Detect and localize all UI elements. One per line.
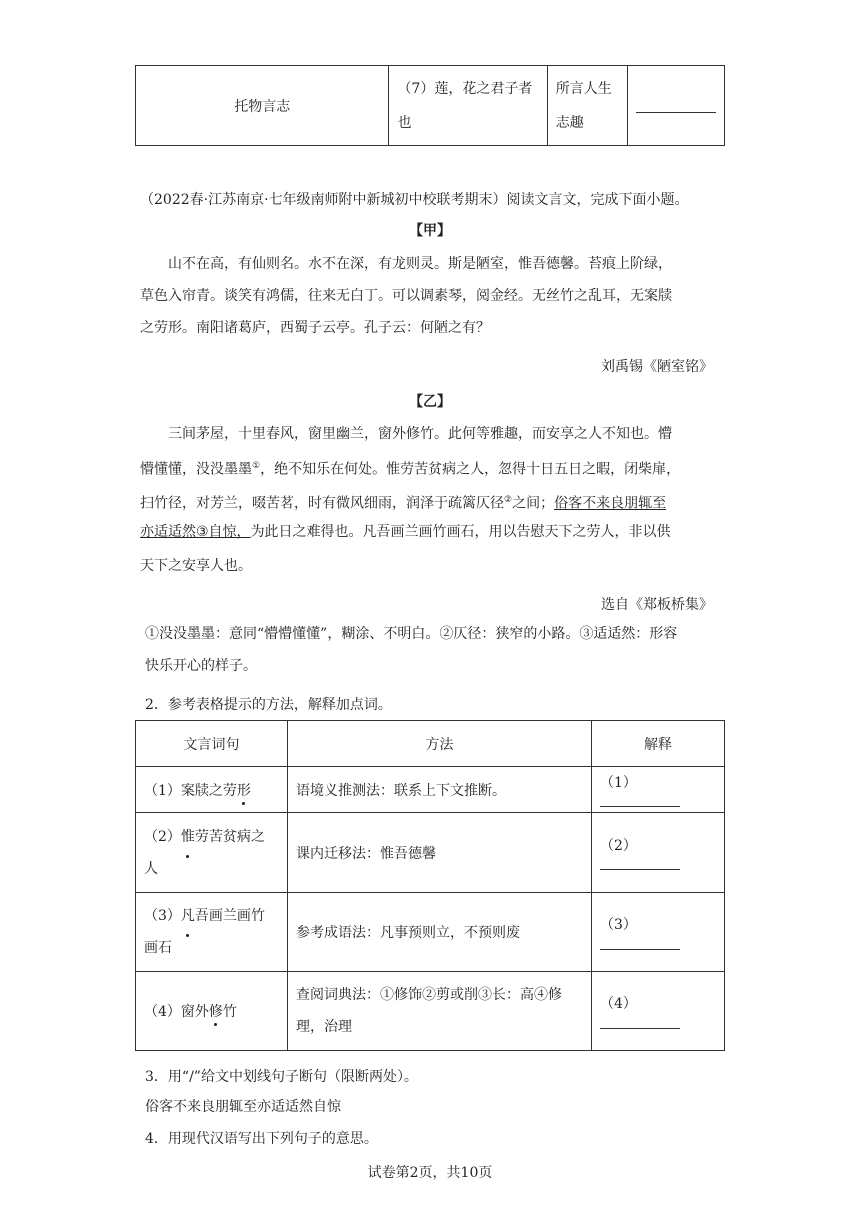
quote-line1: （7）莲，花之君子者	[397, 80, 533, 97]
passage-b-line3	[140, 484, 720, 520]
row3-line2: 画石	[144, 940, 172, 956]
quote-line2: 也	[397, 114, 412, 131]
footnote-mark-2: ②	[504, 495, 513, 505]
row1-pre: （1）案牍之劳	[144, 782, 237, 799]
row1-answer-label: （1）	[600, 774, 637, 791]
underlined-sentence-part1: 俗客不来良朋辄至	[554, 495, 667, 512]
passage-b-line3-part1: 扫竹径，对芳兰，啜苦茗，时有微风细雨，润泽于疏篱仄径	[140, 495, 504, 512]
row4-answer[interactable]	[592, 972, 725, 1051]
passage-b-line1: 三间茅屋，十里春风，窗里幽兰，窗外修竹。此何等雅趣，而安享之人不知也。懵	[168, 426, 672, 442]
top-table-cell-category: 托物言志	[136, 66, 389, 146]
footnote-mark-1: ①	[252, 461, 261, 471]
header-method: 方法	[288, 721, 592, 767]
passage-b-attribution: 选自《郑板桥集》	[601, 597, 713, 613]
row2-pre: （2）	[144, 828, 181, 845]
passage-a-heading: 【甲】	[409, 223, 451, 239]
footnotes-line1: ①没没墨墨：意同“懵懵懂懂”，糊涂、不明白。②仄径：狭窄的小路。③适适然：形容	[145, 626, 678, 642]
answer-blank[interactable]	[600, 1014, 680, 1029]
passage-b-line4	[140, 516, 720, 548]
row2-dotted: 惟	[180, 828, 195, 845]
emphasis-dot	[186, 855, 189, 858]
row4-pre: （4）窗外	[144, 1004, 209, 1020]
row4-post: 竹	[222, 1004, 237, 1020]
row4-method-line2: 理，治理	[296, 1019, 352, 1035]
emphasis-dot	[242, 802, 245, 805]
answer-blank[interactable]	[636, 98, 716, 113]
answer-blank[interactable]	[600, 935, 680, 950]
row4-answer-label: （4）	[600, 996, 637, 1012]
row1-dotted: 形	[236, 782, 251, 799]
passage-b-line2	[140, 450, 720, 486]
answer-blank[interactable]	[600, 855, 680, 870]
footnotes-line2: 快乐开心的样子。	[145, 658, 257, 674]
q2-row	[136, 813, 725, 893]
row4-method-line1: 查阅词典法：①修饰②剪或削③长：高④修	[296, 987, 562, 1003]
q4-prompt: 4．用现代汉语写出下列句子的意思。	[145, 1131, 378, 1147]
row2-method: 课内迁移法：惟吾德馨	[288, 813, 592, 893]
top-table	[135, 65, 725, 146]
row1-method: 语境义推测法：联系上下文推断。	[288, 767, 592, 813]
passage-a-line1: 山不在高，有仙则名。水不在深，有龙则灵。斯是陋室，惟吾德馨。苔痕上阶绿，	[168, 256, 672, 272]
row3-dotted: 凡	[180, 908, 195, 924]
row3-answer[interactable]	[592, 893, 725, 972]
row2-post: 劳苦贫病之	[194, 828, 265, 845]
row1-sentence	[136, 767, 288, 813]
passage-b-heading: 【乙】	[409, 394, 451, 410]
source-line: （2022春·江苏南京·七年级南师附中新城初中校联考期末）阅读文言文，完成下面小题。	[140, 192, 689, 208]
emphasis-dot	[186, 934, 189, 937]
q2-prompt: 2．参考表格提示的方法，解释加点词。	[145, 697, 392, 713]
row3-sentence	[136, 893, 288, 972]
row2-answer[interactable]	[592, 813, 725, 893]
row3-post: 吾画兰画竹	[194, 908, 265, 924]
meaning-line2: 志趣	[555, 114, 584, 131]
passage-a-attribution: 刘禹锡《陋室铭》	[601, 359, 713, 375]
passage-a-line2: 草色入帘青。谈笑有鸿儒，往来无白丁。可以调素琴，阅金经。无丝竹之乱耳，无案牍	[140, 288, 672, 304]
underlined-sentence-part2: 亦适适然③自惊，	[140, 524, 251, 540]
top-table-cell-quote	[389, 66, 547, 146]
answer-blank[interactable]	[600, 792, 680, 807]
row4-sentence	[136, 972, 288, 1051]
top-table-cell-meaning	[547, 66, 627, 146]
dotted-word	[181, 821, 195, 853]
dotted-word	[209, 1001, 223, 1021]
header-explanation: 解释	[592, 721, 725, 767]
row1-answer[interactable]	[592, 767, 725, 813]
row2-line2: 人	[144, 860, 158, 877]
q2-table	[135, 720, 725, 1051]
passage-b-line5: 天下之安享人也。	[140, 558, 252, 574]
passage-b-line3-part2: 之间；	[512, 495, 555, 512]
top-table-answer-cell[interactable]	[628, 66, 725, 146]
row2-answer-label: （2）	[600, 837, 637, 854]
row4-method	[288, 972, 592, 1051]
dotted-word	[237, 780, 251, 800]
passage-b-line2-part2: ，绝不知乐在何处。惟劳苦贫病之人，忽得十日五日之暇，闭柴扉，	[260, 461, 681, 478]
emphasis-dot	[214, 1023, 217, 1026]
row2-sentence	[136, 813, 288, 893]
q3-sentence: 俗客不来良朋辄至亦适适然自惊	[145, 1099, 341, 1115]
dotted-word	[181, 900, 195, 932]
page-footer: 试卷第2页，共10页	[367, 1165, 493, 1181]
header-sentence: 文言词句	[136, 721, 288, 767]
meaning-line1: 所言人生	[555, 80, 612, 97]
row3-pre: （3）	[144, 908, 181, 924]
q2-row	[136, 893, 725, 972]
passage-b-line4-part2: 为此日之难得也。凡吾画兰画竹画石，用以告慰天下之劳人，非以供	[250, 524, 671, 540]
passage-a-line3: 之劳形。南阳诸葛庐，西蜀子云亭。孔子云：何陋之有？	[140, 320, 490, 336]
row3-answer-label: （3）	[600, 917, 637, 933]
passage-b-line2-part1: 懵懂懂，没没墨墨	[140, 461, 252, 478]
q2-row	[136, 972, 725, 1051]
q2-row	[136, 767, 725, 813]
row3-method: 参考成语法：凡事预则立，不预则废	[288, 893, 592, 972]
q3-prompt: 3．用“/”给文中划线句子断句（限断两处）。	[145, 1069, 418, 1085]
row4-dotted: 修	[208, 1004, 223, 1020]
